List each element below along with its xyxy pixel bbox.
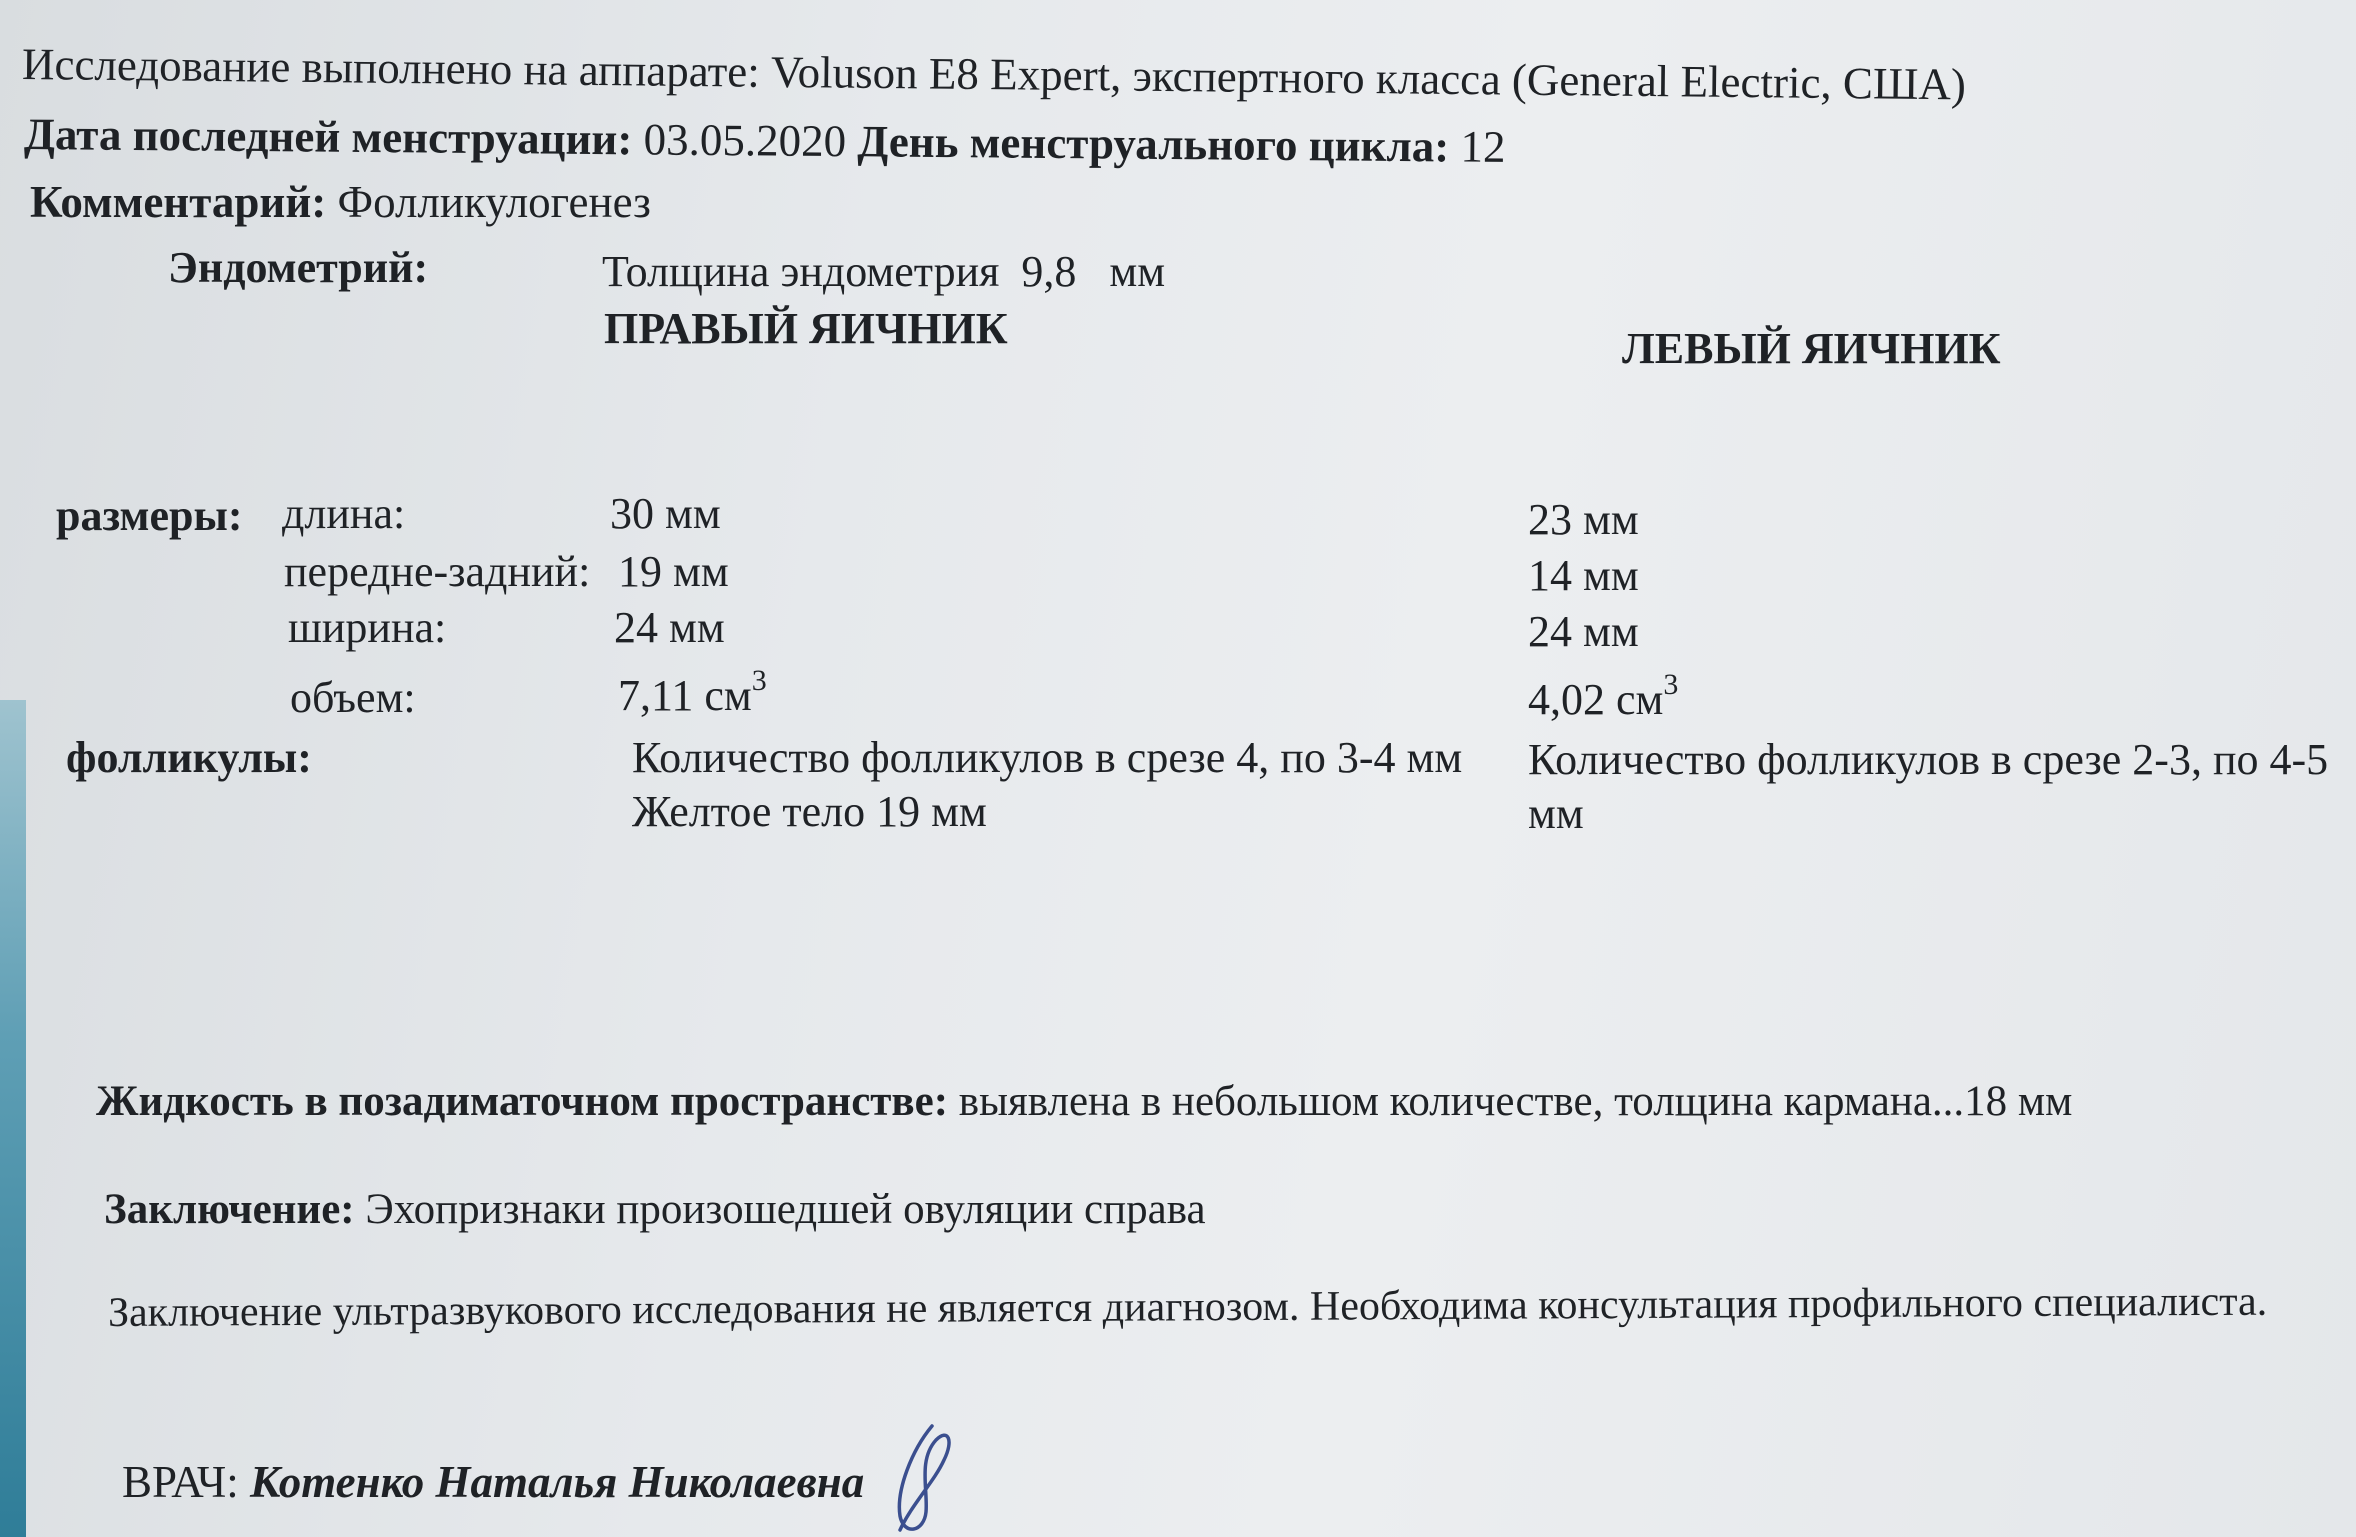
right-volume-number: 7,11 см [618, 671, 752, 720]
left-follicles-count: Количество фолликулов в срезе 2-3, по 4-5 [1528, 735, 2329, 784]
endometrium-thickness [602, 248, 1165, 296]
right-width-value: 24 мм [614, 603, 725, 652]
disclaimer: Заключение ультразвукового исследования не является диагнозом. Необходима консультация профильного специалиста. [107, 1278, 2268, 1336]
fluid-line [96, 1078, 2072, 1125]
lmp-label: Дата последней менструации: [23, 109, 633, 165]
volume-label: объем: [290, 673, 416, 722]
comment-label: Комментарий: [30, 177, 327, 227]
device-label: Исследование выполнено на аппарате: [21, 39, 761, 97]
device-value: Voluson E8 Expert, экспертного класса (General Electric, США) [770, 46, 1967, 110]
conclusion-line [104, 1186, 1206, 1233]
comment-value: Фолликулогенез [337, 177, 651, 227]
right-follicles-count: Количество фолликулов в срезе 4, по 3-4 мм [632, 733, 1463, 782]
device-line [22, 40, 1966, 110]
right-length-value: 30 мм [610, 489, 721, 538]
thickness-unit: мм [1109, 247, 1166, 296]
ap-label: передне-задний: [284, 547, 591, 596]
right-volume-exponent: 3 [751, 664, 767, 697]
right-ovary-title: ПРАВЫЙ ЯИЧНИК [604, 304, 1008, 353]
left-length-value: 23 мм [1528, 495, 1639, 544]
thickness-value: 9,8 [1021, 247, 1077, 296]
width-label: ширина: [288, 603, 447, 652]
sizes-label: размеры: [56, 491, 243, 540]
conclusion-label: Заключение: [104, 1186, 355, 1233]
doctor-line [122, 1458, 864, 1508]
right-ap-value: 19 мм [618, 547, 729, 596]
lmp-line [24, 110, 1506, 172]
thickness-label: Толщина эндометрия [602, 247, 1000, 296]
doctor-name: Котенко Наталья Николаевна [249, 1457, 865, 1507]
left-volume-value [1528, 668, 1679, 724]
left-volume-exponent: 3 [1663, 668, 1679, 701]
left-volume-number: 4,02 см [1528, 675, 1664, 724]
left-ovary-title: ЛЕВЫЙ ЯИЧНИК [1622, 324, 2001, 373]
left-ap-value: 14 мм [1528, 551, 1639, 600]
left-width-value: 24 мм [1528, 607, 1639, 656]
doctor-label: ВРАЧ: [122, 1457, 239, 1507]
comment-line [30, 178, 651, 228]
signature-scribble [860, 1420, 980, 1537]
cycle-day-label: День менструального цикла: [857, 116, 1450, 172]
left-follicles-count-cont: мм [1528, 789, 1584, 838]
length-label: длина: [282, 489, 406, 538]
fluid-value: выявлена в небольшом количестве, толщина кармана...18 мм [958, 1078, 2073, 1125]
conclusion-value: Эхопризнаки произошедшей овуляции справа [365, 1186, 1206, 1233]
cycle-day-value: 12 [1460, 121, 1506, 172]
follicles-label: фолликулы: [66, 733, 312, 782]
fluid-label: Жидкость в позадиматочном пространстве: [96, 1078, 949, 1125]
right-volume-value [618, 664, 767, 720]
lmp-value: 03.05.2020 [643, 114, 847, 167]
right-corpus-luteum: Желтое тело 19 мм [632, 787, 987, 836]
endometrium-label: Эндометрий: [168, 243, 429, 292]
